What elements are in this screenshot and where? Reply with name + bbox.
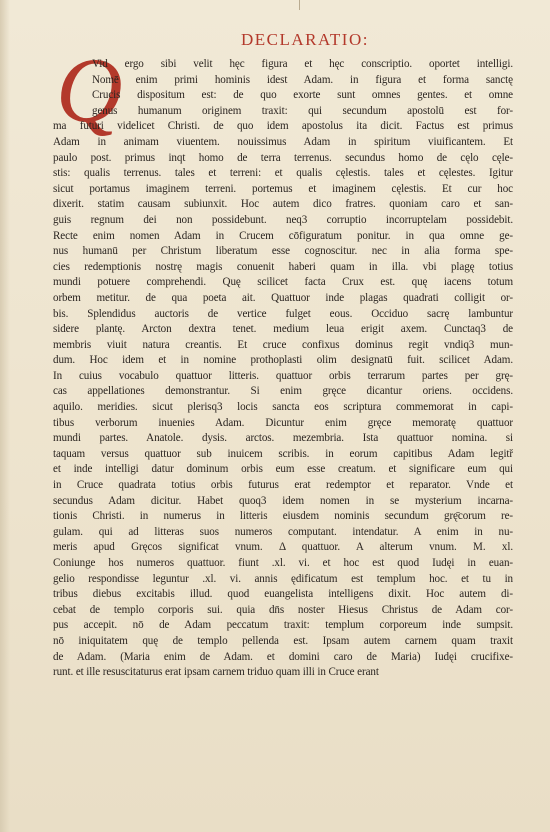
text-line: ma futuri videlicet Christi. de quo idem apostolus ita dicit. Factus est primus (53, 120, 513, 133)
text-line: Adam in animam viuentem. nouissimus Adam in spiritum viuificantem. Et (53, 135, 513, 148)
text-line: genus humanum originem traxit: qui secundum apostolū est for- (92, 104, 513, 117)
text-line: guis regnum dei non possidebunt. neq3 corruptio incorruptelam possidebit. (53, 213, 513, 226)
text-line: dum. Hoc idem et in nomine prothoplasti olim designatū fuit. scilicet Adam. (53, 354, 513, 367)
text-line: meris apud Gręcos significat vnum. Δ quattuor. A alterum vnum. M. xl. (53, 541, 513, 554)
text-line: Crucis dispositum est: de quo exorte sunt omnes gentes. et omne (92, 89, 513, 102)
text-line: sidere plantę. Arcton dextra tenet. medium leua erigit axem. Cunctaq3 de (53, 323, 513, 336)
text-line: cies redemptionis nostrę magis conuenit haberi quam in illa. vbi plagę totius (53, 260, 513, 273)
text-line: pus accepit. nō de Adam peccatum traxit: templum corporeum inde sumpsit. (53, 619, 513, 632)
text-line: nus humanū per Christum liberatum esse cognoscitur. nec in alia forma spe- (53, 245, 513, 258)
text-line: bis. Splendidus auctoris de vertice fulget eous. Occiduo sacrę lambuntur (53, 307, 513, 320)
text-line: tionis Christi. in numerus in litteris eiusdem nominis secundum grę̄corum re- (53, 510, 513, 523)
text-line: tribus diebus excitabis illud. quod euangelista intelligens dixit. Hoc autem di- (53, 588, 513, 601)
page-heading: DECLARATIO: (241, 30, 369, 49)
text-block (53, 57, 513, 681)
text-line: cebat de templo corporis sui. quia dn̄s noster Hiesus Christus de Adam cor- (53, 603, 513, 616)
text-line: in Cruce quadrata totius orbis futurus erat redemptor et reparator. Vnde et (53, 479, 513, 492)
text-line: de Adam. (Maria enim de Adam. et domini caro de Maria) Iudęi crucifixe- (53, 650, 513, 663)
page-edge-shadow (0, 0, 10, 832)
drop-capital-initial: Q (56, 39, 123, 141)
text-line: Vid ergo sibi velit hęc figura et hęc conscriptio. oportet intelligi. (92, 58, 513, 70)
text-line: gelio respondisse leguntur .xl. vi. annis ędificatum est templum hoc. et tu in (53, 572, 513, 585)
text-line: membris viuit natura creantis. Et cruce confixus dominus regit vndiq3 mun- (53, 338, 513, 351)
text-line: cas appellationes demonstrantur. Si enim gręce dicantur oriens. occidens. (53, 385, 513, 398)
text-line: stis: qualis terrenus. tales et terreni: et qualis cęlestis. tales et cęlestes. Igitur (53, 167, 513, 180)
text-line: sicut portamus imaginem terreni. portemus et imaginem cęlestis. Et cur hoc (53, 182, 513, 195)
text-line: aquilo. meridies. sicut plerisq3 locis sancta eos scriptura commemorat in capi- (53, 401, 513, 414)
text-line: Nomē enim primi hominis idest Adam. in figura et forma sanctę (92, 73, 513, 86)
text-line: mundi potuere comprehendi. Quę scilicet facta Crux est. quę iacens totum (53, 276, 513, 289)
text-line: dixerit. statim causam subiunxit. Hoc autem dico fratres. quoniam caro et san- (53, 198, 513, 211)
text-line: tibus verborum inuenies Adam. Dicuntur enim gręce memoratę quattuor (53, 416, 513, 429)
text-line: gulam. qui ad litteras suos numeros computant. intendatur. A enim in nu- (53, 525, 513, 538)
text-line: paulo post. primus inqt homo de terra terrenus. secundus homo de cęlo cęle- (53, 151, 513, 164)
text-line: orbem metitur. de qua poeta ait. Quattuor inde plagas quadrati colligit or- (53, 291, 513, 304)
text-line: nō iniquitatem quę de templo pellenda est. Ipsam autem carnem quam traxit (53, 634, 513, 647)
text-line: et inde intelligi datur dominum orbis eum esse creatum. et significare eum qui (53, 463, 513, 476)
text-line: secundus Adam dicitur. Habet quoq3 idem nomen in se mysterium incarna- (53, 494, 513, 507)
gutter-mark (299, 0, 300, 10)
text-line: In cuius vocabulo quattuor litteris. quattuor orbis terrarum partes per grę- (53, 369, 513, 382)
text-line: mundi partes. Anatole. dysis. arctos. mezembria. Ista quattuor nomina. si (53, 432, 513, 445)
text-line: runt. et ille resuscitaturus erat ipsam carnem triduo quam illi in Cruce erant (53, 666, 379, 679)
text-line: Coniunge hos numeros quattuor. fiunt .xl. vi. et hoc est quod Iudęi in euan- (53, 557, 513, 569)
text-line: taquam versus quattuor sub inuicem scribis. in eorum capitibus Adam legitř (53, 447, 513, 460)
text-line: Recte enim nomen Adam in Crucem cōfiguratum ponitur. in qua omne ge- (53, 229, 513, 242)
